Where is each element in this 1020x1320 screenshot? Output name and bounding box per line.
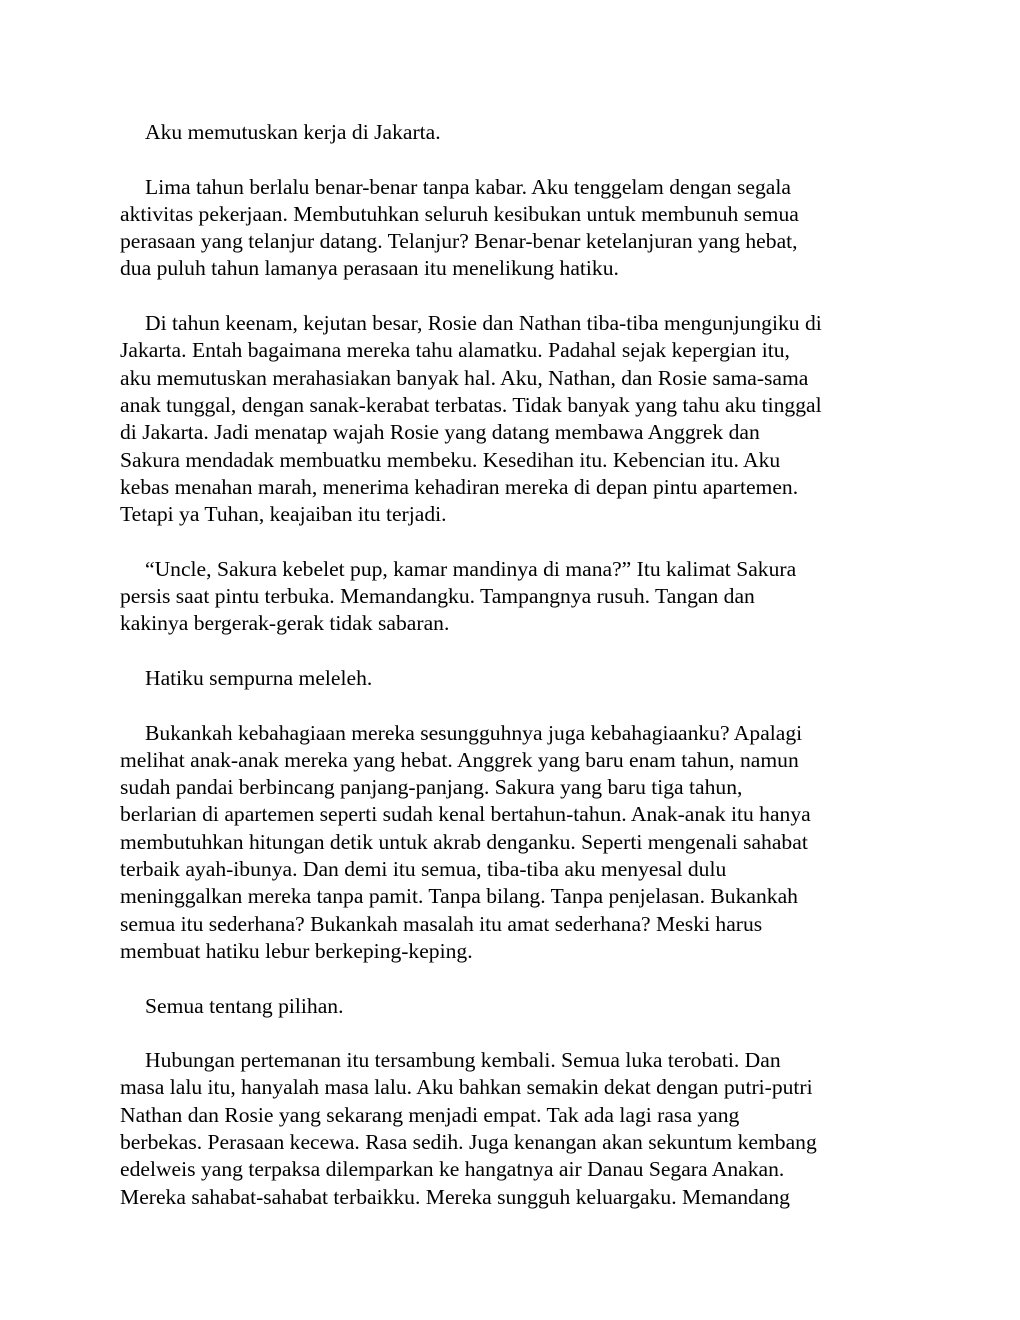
paragraph-3: Di tahun keenam, kejutan besar, Rosie dan Nathan tiba-tiba mengunjungiku di Jakarta. Entah bagaimana mereka tahu alamatku. Padahal sejak kepergian itu, aku memutuskan merahasiakan banyak hal. Aku, Nathan, dan Rosie sama-sama anak tunggal, dengan sanak-kerabat terbatas. Tidak banyak yang tahu aku tinggal di Jakarta. Jadi menatap wajah Rosie yang datang membawa Anggrek dan Sakura mendadak membuatku membeku. Kesedihan itu. Kebencian itu. Aku kebas menahan marah, menerima kehadiran mereka di depan pintu apartemen. Tetapi ya Tuhan, keajaiban itu terjadi. bbox=[120, 311, 822, 527]
paragraph-2: Lima tahun berlalu benar-benar tanpa kabar. Aku tenggelam dengan segala aktivitas pekerjaan. Membutuhkan seluruh kesibukan untuk membunuh semua perasaan yang telanjur datang. Telanjur? Benar-benar ketelanjuran yang hebat, dua puluh tahun lamanya perasaan itu menelikung hatiku. bbox=[120, 174, 799, 281]
paragraph-8: Hubungan pertemanan itu tersambung kembali. Semua luka terobati. Dan masa lalu itu, hanyalah masa lalu. Aku bahkan semakin dekat dengan putri-putri Nathan dan Rosie yang sekarang menjadi empat. Tak ada lagi rasa yang berbekas. Perasaan kecewa. Rasa sedih. Juga kenangan akan sekuntum kembang edelweis yang terpaksa dilemparkan ke hangatnya air Danau Segara Anakan. Mereka sahabat-sahabat terbaikku. Mereka sungguh keluargaku. Memandang bbox=[120, 1048, 817, 1209]
paragraph-1: Aku memutuskan kerja di Jakarta. bbox=[145, 120, 441, 144]
paragraph-4: “Uncle, Sakura kebelet pup, kamar mandinya di mana?” Itu kalimat Sakura persis saat pintu terbuka. Memandangku. Tampangnya rusuh. Tangan dan kakinya bergerak-gerak tidak sabaran. bbox=[120, 556, 797, 636]
document-page bbox=[120, 119, 910, 1238]
paragraph-5: Hatiku sempurna meleleh. bbox=[145, 665, 373, 690]
paragraph-6: Bukankah kebahagiaan mereka sesungguhnya juga kebahagiaanku? Apalagi melihat anak-anak mereka yang hebat. Anggrek yang baru enam tahun, namun sudah pandai berbincang panjang-panjang. Sakura yang baru tiga tahun, berlarian di apartemen seperti sudah kenal bertahun-tahun. Anak-anak itu hanya membutuhkan hitungan detik untuk akrab denganku. Seperti mengenali sahabat terbaik ayah-ibunya. Dan demi itu semua, tiba-tiba aku menyesal dulu meninggalkan mereka tanpa pamit. Tanpa bilang. Tanpa penjelasan. Bukankah semua itu sederhana? Bukankah masalah itu amat sederhana? Meski harus membuat hatiku lebur berkeping-keping. bbox=[120, 720, 811, 963]
paragraph-7: Semua tentang pilihan. bbox=[145, 993, 344, 1018]
